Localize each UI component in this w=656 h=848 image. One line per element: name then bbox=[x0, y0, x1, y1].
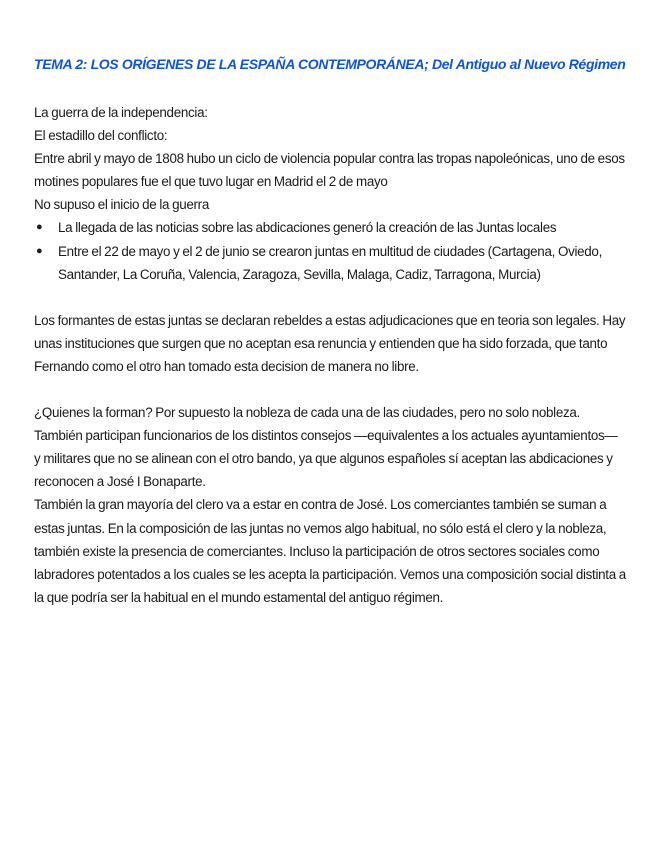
subheading: El estadillo del conflicto: bbox=[34, 128, 168, 144]
paragraph-clergy: También la gran mayoría del clero va a estar en contra de José. Los comerciantes también se suman a estas juntas. En la composición de las juntas no vemos algo habitual, no sólo está el clero y la nobleza, también existe la presencia de comerciantes. Incluso la participación de otros sectores sociales como labradores potentados a los cuales se les acepta la participación. Vemos una composición social distinta a la que podría ser la habitual en el mundo estamental del antiguo régimen. bbox=[34, 497, 626, 605]
bullet-list bbox=[34, 216, 626, 285]
bullet-icon: ● bbox=[36, 244, 43, 257]
bullet-text: Entre el 22 de mayo y el 2 de junio se crearon juntas en multitud de ciudades (Cartagena, Oviedo, Santander, La Coruña, Valencia, Zaragoza, Sevilla, Malaga, Cadiz, Tarragona, Murcia) bbox=[58, 243, 602, 282]
document-body bbox=[34, 101, 626, 609]
list-item bbox=[34, 240, 626, 286]
not-start-line: No supuso el inicio de la guerra bbox=[34, 197, 209, 213]
paragraph-rebels: Los formantes de estas juntas se declaran rebeldes a estas adjudicaciones que en teoria son legales. Hay unas instituciones que surgen que no aceptan esa renuncia y entienden que ha sido forzada, que tanto Fernando como el otro han tomado esta decision de manera no libre. bbox=[34, 312, 626, 374]
document-page bbox=[34, 52, 626, 609]
bullet-icon: ● bbox=[36, 221, 43, 234]
paragraph-composition: ¿Quienes la forman? Por supuesto la nobleza de cada una de las ciudades, pero no solo nobleza. También participan funcionarios de los distintos consejos —equivalentes a los actuales ayuntamientos— y militares que no se alinean con el otro bando, ya que algunos españoles sí aceptan las abdicaciones y reconocen a José I Bonaparte. bbox=[34, 405, 618, 490]
list-item bbox=[34, 216, 626, 239]
spacer bbox=[34, 378, 626, 401]
intro-paragraph: Entre abril y mayo de 1808 hubo un ciclo de violencia popular contra las tropas napoleónicas, uno de esos motines populares fue el que tuvo lugar en Madrid el 2 de mayo bbox=[34, 151, 625, 190]
section-heading: La guerra de la independencia: bbox=[34, 105, 208, 120]
bullet-text: La llegada de las noticias sobre las abdicaciones generó la creación de las Juntas locales bbox=[58, 220, 557, 236]
document-title: TEMA 2: LOS ORÍGENES DE LA ESPAÑA CONTEMPORÁNEA; Del Antiguo al Nuevo Régimen bbox=[34, 56, 626, 72]
spacer bbox=[34, 286, 626, 309]
